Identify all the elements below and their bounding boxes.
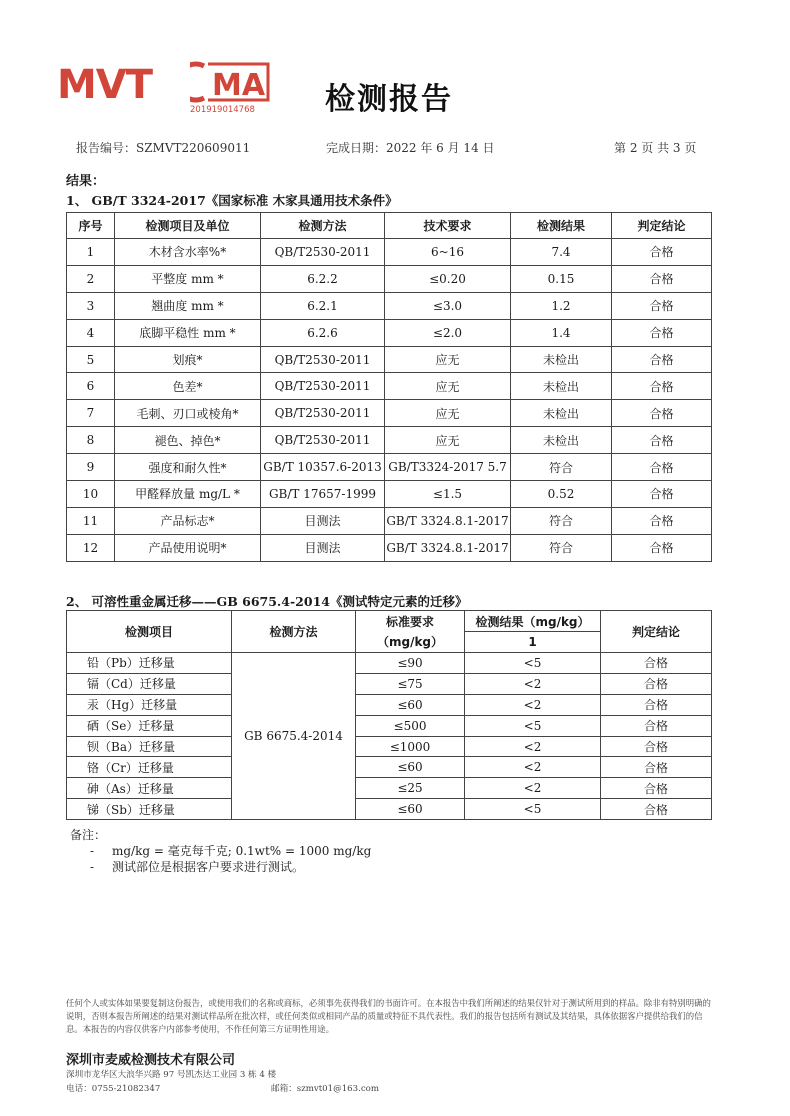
- table-cell: QB/T2530-2011: [261, 346, 385, 373]
- page-info: 第 2 页 共 3 页: [614, 141, 697, 155]
- table-cell: 合格: [612, 373, 712, 400]
- table-cell: <2: [465, 673, 601, 694]
- table-cell: 目测法: [261, 507, 385, 534]
- table-cell: ≤0.20: [385, 265, 511, 292]
- table-cell: 2: [67, 265, 115, 292]
- table-cell: ≤500: [356, 715, 465, 736]
- table-cell: 应无: [385, 427, 511, 454]
- table-cell: 产品使用说明*: [115, 534, 261, 561]
- table-cell: 9: [67, 454, 115, 481]
- header-cell: 检测方法: [261, 213, 385, 239]
- table-row: [67, 715, 712, 736]
- table-row: [67, 292, 712, 319]
- table-cell: 6.2.6: [261, 319, 385, 346]
- table-cell: 1.2: [511, 292, 612, 319]
- table-row: [67, 507, 712, 534]
- table-cell: 10: [67, 481, 115, 508]
- table-cell: 合格: [601, 673, 712, 694]
- cma-logo-text: MA: [212, 68, 266, 103]
- table-cell: GB/T 17657-1999: [261, 481, 385, 508]
- table-cell: 钡（Ba）迁移量: [67, 736, 232, 757]
- table-cell: 应无: [385, 373, 511, 400]
- table-cell: 合格: [601, 653, 712, 674]
- section1-heading: 1、 GB/T 3324-2017《国家标准 木家具通用技术条件》: [66, 193, 398, 208]
- table-row: [67, 481, 712, 508]
- table-cell: <5: [465, 653, 601, 674]
- table-cell: 7.4: [511, 239, 612, 266]
- table-cell: ≤90: [356, 653, 465, 674]
- header-cell: [356, 611, 465, 653]
- table-cell: ≤3.0: [385, 292, 511, 319]
- table-row: [67, 673, 712, 694]
- results-label: 结果：: [66, 174, 106, 189]
- table-cell: 3: [67, 292, 115, 319]
- table-cell: 划痕*: [115, 346, 261, 373]
- table-cell: <5: [465, 715, 601, 736]
- table-cell: 符合: [511, 507, 612, 534]
- table-cell: 应无: [385, 400, 511, 427]
- header-cell: 判定结论: [601, 611, 712, 653]
- report-meta: [76, 139, 706, 155]
- table-row: [67, 400, 712, 427]
- table-cell: 12: [67, 534, 115, 561]
- header-cell: 检测方法: [232, 611, 356, 653]
- table-cell: 合格: [601, 736, 712, 757]
- table-cell: 4: [67, 319, 115, 346]
- table-cell: <2: [465, 736, 601, 757]
- table-cell: 合格: [612, 534, 712, 561]
- table-row: [67, 653, 712, 674]
- table-cell: 合格: [612, 346, 712, 373]
- table-cell: <2: [465, 778, 601, 799]
- table-cell: 符合: [511, 454, 612, 481]
- table-header-row: [67, 213, 712, 239]
- table-cell: ≤75: [356, 673, 465, 694]
- table-cell: 木材含水率%*: [115, 239, 261, 266]
- cma-logo: [190, 58, 272, 114]
- table-cell: 褪色、掉色*: [115, 427, 261, 454]
- table-cell: ≤60: [356, 757, 465, 778]
- table-cell: 镉（Cd）迁移量: [67, 673, 232, 694]
- disclaimer: 任何个人或实体如果要复制这份报告，或使用我们的名称或商标，必须事先获得我们的书面许可。在本报告中我们所阐述的结果仅针对于测试所用到的样品。除非有特别明确的说明，否则本报告所阐述的结果对测试样品所在批次样，或任何类似或相同产品的质量或特征不具代表性。我们的报告包括所有测试及其结果，具体依据客户提供给我们的信息。本报告的内容仅供客户内部参考使用，不作任何第三方证明性用途。: [66, 998, 711, 1034]
- furniture-test-table: [66, 212, 712, 562]
- notes-title: 备注：: [70, 828, 107, 842]
- table-cell: 翘曲度 mm *: [115, 292, 261, 319]
- completion-date: 完成日期：2022 年 6 月 14 日: [326, 141, 495, 155]
- table-cell: 6~16: [385, 239, 511, 266]
- note-text: mg/kg = 毫克每千克; 0.1wt% = 1000 mg/kg: [112, 844, 372, 858]
- header-line: 标准要求: [385, 614, 434, 629]
- table-cell: 色差*: [115, 373, 261, 400]
- table-row: [67, 534, 712, 561]
- table-cell: QB/T2530-2011: [261, 427, 385, 454]
- table-row: [67, 799, 712, 820]
- table-cell: 铅（Pb）迁移量: [67, 653, 232, 674]
- table-cell: ≤25: [356, 778, 465, 799]
- header-line: （mg/kg）: [376, 634, 444, 649]
- table-cell: GB/T 10357.6-2013: [261, 454, 385, 481]
- company-name: 深圳市麦威检测技术有限公司: [66, 1053, 236, 1068]
- table-cell: 汞（Hg）迁移量: [67, 694, 232, 715]
- header-cell: 技术要求: [385, 213, 511, 239]
- table-cell: ≤1.5: [385, 481, 511, 508]
- header-cell: 检测项目: [67, 611, 232, 653]
- note-item: - 测试部位是根据客户要求进行测试。: [90, 860, 305, 874]
- table-cell: 锑（Sb）迁移量: [67, 799, 232, 820]
- table-cell: 0.52: [511, 481, 612, 508]
- section2-heading: 2、 可溶性重金属迁移——GB 6675.4-2014《测试特定元素的迁移》: [66, 594, 468, 609]
- note-item: - mg/kg = 毫克每千克; 0.1wt% = 1000 mg/kg: [90, 844, 372, 858]
- table-cell: 7: [67, 400, 115, 427]
- table-cell: 6.2.2: [261, 265, 385, 292]
- header-cell: 检测项目及单位: [115, 213, 261, 239]
- table-cell: 硒（Se）迁移量: [67, 715, 232, 736]
- email: 邮箱：szmvt01@163.com: [271, 1084, 379, 1094]
- table-cell: 合格: [601, 757, 712, 778]
- mvt-logo-text: MVT: [57, 62, 153, 106]
- table-cell: 未检出: [511, 427, 612, 454]
- report-number: 报告编号：SZMVT220609011: [76, 141, 251, 155]
- cma-number: 201919014768: [190, 105, 255, 114]
- table-cell: 1.4: [511, 319, 612, 346]
- table-row: [67, 736, 712, 757]
- header-cell: 判定结论: [612, 213, 712, 239]
- table-cell: 未检出: [511, 346, 612, 373]
- table-cell: <2: [465, 694, 601, 715]
- table-cell: 铬（Cr）迁移量: [67, 757, 232, 778]
- table-cell: 合格: [601, 715, 712, 736]
- header-cell: 1: [465, 632, 601, 653]
- table-row: [67, 265, 712, 292]
- document-title: 检测报告: [325, 82, 453, 117]
- table-cell: 应无: [385, 346, 511, 373]
- table-cell: QB/T2530-2011: [261, 400, 385, 427]
- table-cell: 合格: [601, 694, 712, 715]
- table-cell: 合格: [612, 427, 712, 454]
- table-cell: 底脚平稳性 mm *: [115, 319, 261, 346]
- table-cell: 砷（As）迁移量: [67, 778, 232, 799]
- table-cell: 合格: [612, 239, 712, 266]
- table-row: [67, 319, 712, 346]
- note-text: 测试部位是根据客户要求进行测试。: [112, 860, 305, 874]
- table-row: [67, 757, 712, 778]
- table-cell: 未检出: [511, 400, 612, 427]
- table-row: [67, 239, 712, 266]
- table-cell: 合格: [601, 799, 712, 820]
- table-cell: 合格: [601, 778, 712, 799]
- table-cell: ≤2.0: [385, 319, 511, 346]
- mvt-logo: [57, 60, 175, 106]
- table-cell: 1: [67, 239, 115, 266]
- phone: 电话：0755-21082347: [66, 1084, 161, 1094]
- table-cell: GB/T3324-2017 5.7: [385, 454, 511, 481]
- table-cell: GB/T 3324.8.1-2017: [385, 507, 511, 534]
- method-cell: GB 6675.4-2014: [232, 653, 356, 820]
- table-cell: GB/T 3324.8.1-2017: [385, 534, 511, 561]
- table-row: [67, 454, 712, 481]
- table-cell: QB/T2530-2011: [261, 239, 385, 266]
- table-cell: 合格: [612, 454, 712, 481]
- table-row: [67, 373, 712, 400]
- table-cell: 强度和耐久性*: [115, 454, 261, 481]
- table-cell: ≤60: [356, 694, 465, 715]
- table-row: [67, 778, 712, 799]
- table-row: [67, 346, 712, 373]
- table-cell: 毛刺、刃口或棱角*: [115, 400, 261, 427]
- table-cell: 合格: [612, 481, 712, 508]
- table-cell: 5: [67, 346, 115, 373]
- table-cell: 合格: [612, 400, 712, 427]
- table-cell: 8: [67, 427, 115, 454]
- header-cell: 序号: [67, 213, 115, 239]
- table-cell: <5: [465, 799, 601, 820]
- table-cell: 0.15: [511, 265, 612, 292]
- table-cell: 合格: [612, 507, 712, 534]
- table-header-row: [67, 611, 712, 632]
- table-cell: ≤60: [356, 799, 465, 820]
- header-cell: 检测结果（mg/kg）: [465, 611, 601, 632]
- table-cell: 合格: [612, 319, 712, 346]
- table-cell: 平整度 mm *: [115, 265, 261, 292]
- heavy-metal-table: [66, 610, 712, 820]
- table-cell: 6: [67, 373, 115, 400]
- table-row: [67, 427, 712, 454]
- table-cell: 目测法: [261, 534, 385, 561]
- table-cell: 11: [67, 507, 115, 534]
- table-cell: 合格: [612, 292, 712, 319]
- table-cell: 产品标志*: [115, 507, 261, 534]
- table-row: [67, 694, 712, 715]
- table-cell: 合格: [612, 265, 712, 292]
- table-cell: 符合: [511, 534, 612, 561]
- header-cell: 检测结果: [511, 213, 612, 239]
- table-cell: 甲醛释放量 mg/L *: [115, 481, 261, 508]
- table-cell: ≤1000: [356, 736, 465, 757]
- table-cell: QB/T2530-2011: [261, 373, 385, 400]
- notes: [70, 827, 372, 875]
- table-cell: <2: [465, 757, 601, 778]
- company-address: 深圳市龙华区大浪华兴路 97 号凯杰达工业园 3 栋 4 楼: [66, 1070, 277, 1080]
- table-cell: 6.2.1: [261, 292, 385, 319]
- table-cell: 未检出: [511, 373, 612, 400]
